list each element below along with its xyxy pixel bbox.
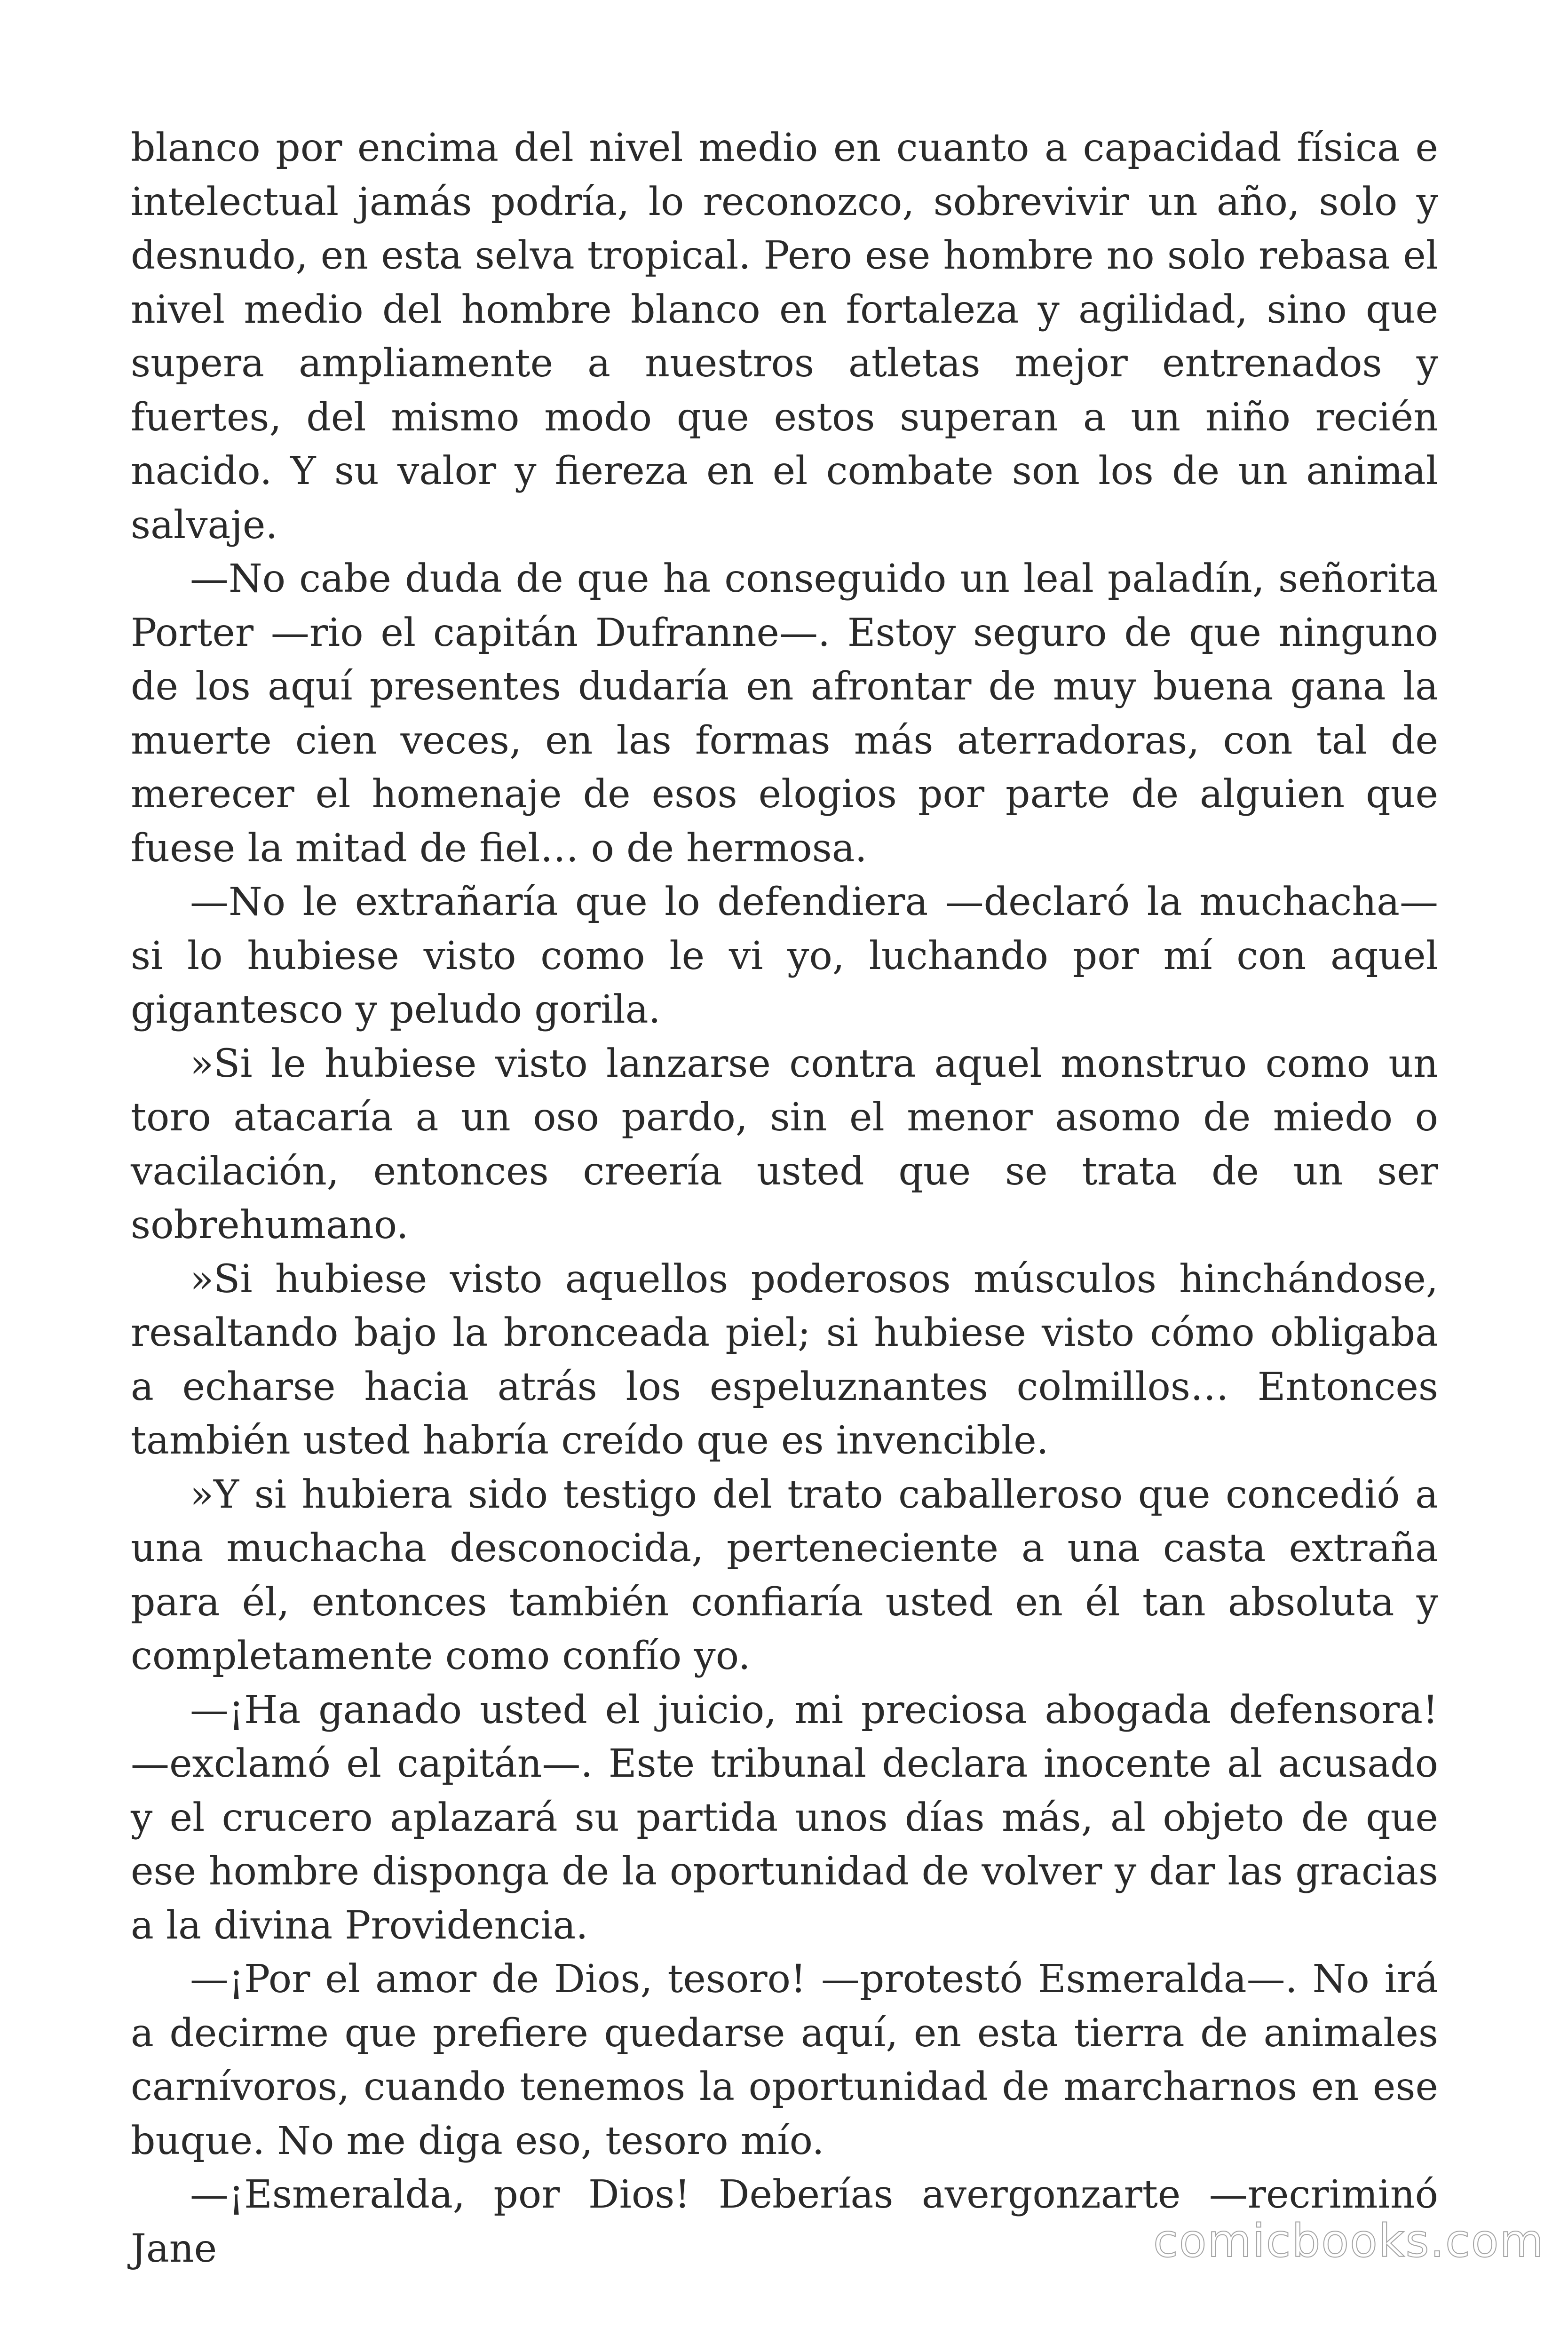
paragraph-6: »Y si hubiera sido testigo del trato caballeroso que concedió a una muchacha desconocida, perteneciente a una casta extraña para él, entonces también confiaría usted en él tan absoluta y completamente como confío yo. xyxy=(131,1472,1438,1678)
paragraph-7: —¡Ha ganado usted el juicio, mi preciosa abogada defensora! —exclamó el capitán—. Este tribunal declara inocente al acusado y el crucero aplazará su partida unos días más, al objeto de que ese hombre disponga de la oportunidad de volver y dar las gracias a la divina Providencia. xyxy=(131,1687,1438,1948)
watermark-logo: comicbooks.com xyxy=(1153,2215,1544,2267)
book-page-body xyxy=(131,121,1438,2276)
paragraph-4: »Si le hubiese visto lanzarse contra aquel monstruo como un toro atacaría a un oso pardo, sin el menor asomo de miedo o vacilación, entonces creería usted que se trata de un ser sobrehumano. xyxy=(131,1041,1438,1248)
paragraph-5: »Si hubiese visto aquellos poderosos músculos hinchándose, resaltando bajo la bronceada piel; si hubiese visto cómo obligaba a echarse hacia atrás los espeluznantes colmillos… Entonces también usted habría creído que es invencible. xyxy=(131,1256,1438,1463)
paragraph-8: —¡Por el amor de Dios, tesoro! —protestó Esmeralda—. No irá a decirme que prefiere quedarse aquí, en esta tierra de animales carnívoros, cuando tenemos la oportunidad de marcharnos en ese buque. No me diga eso, tesoro mío. xyxy=(131,1957,1438,2163)
paragraph-2: —No cabe duda de que ha conseguido un leal paladín, señorita Porter —rio el capitán Dufranne—. Estoy seguro de que ninguno de los aquí presentes dudaría en afrontar de muy buena gana la muerte cien veces, en las formas más aterradoras, con tal de merecer el homenaje de esos elogios por parte de alguien que fuese la mitad de fiel… o de hermosa. xyxy=(131,556,1438,871)
paragraph-9: —¡Esmeralda, por Dios! Deberías avergonzarte —recriminó Jane xyxy=(131,2172,1438,2271)
paragraph-1: blanco por encima del nivel medio en cuanto a capacidad física e intelectual jamás podría, lo reconozco, sobrevivir un año, solo y desnudo, en esta selva tropical. Pero ese hombre no solo rebasa el nivel medio del hombre blanco en fortaleza y agilidad, sino que supera ampliamente a nuestros atletas mejor entrenados y fuertes, del mismo modo que estos superan a un niño recién nacido. Y su valor y fiereza en el combate son los de un animal salvaje. xyxy=(131,126,1438,548)
paragraph-3: —No le extrañaría que lo defendiera —declaró la muchacha— si lo hubiese visto como le vi yo, luchando por mí con aquel gigantesco y peludo gorila. xyxy=(131,880,1438,1032)
